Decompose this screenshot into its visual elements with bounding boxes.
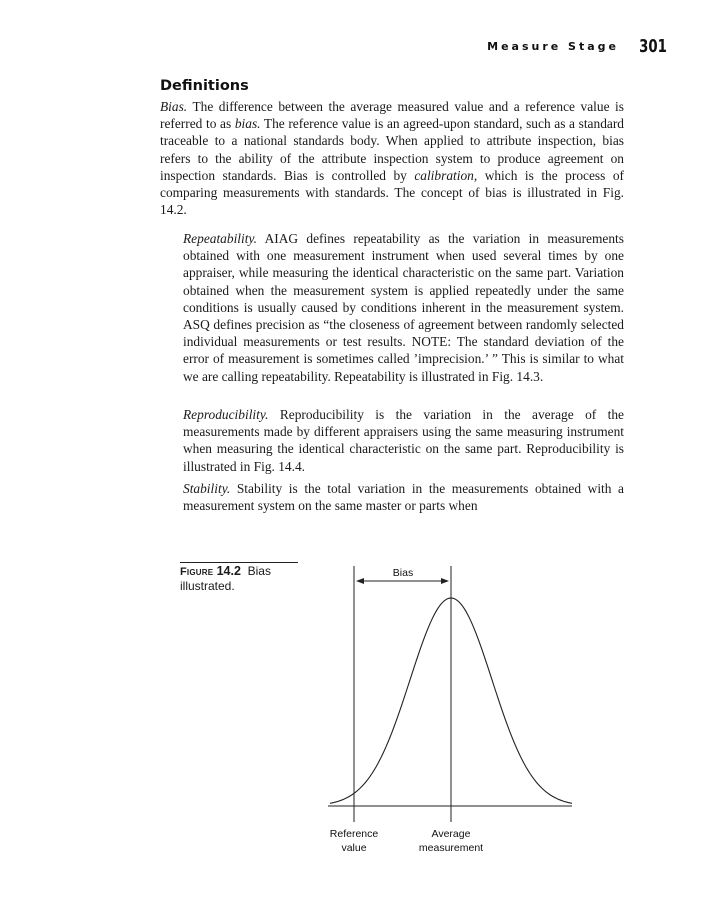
reproducibility-text: Reproducibility is the variation in the average of the measurements made by different appraisers using the same measuring instrument when measuring the identical characteristic on the same part. Reproducibility is illustrated in Fig. 14.4.	[183, 407, 624, 474]
page-number: 301	[639, 36, 667, 57]
section-heading: Definitions	[160, 78, 249, 94]
figure-label: Figure	[180, 566, 214, 578]
reference-label-line-2: value	[341, 842, 367, 854]
calibration-term: calibration,	[414, 167, 478, 183]
repeatability-term: Repeatability.	[183, 231, 258, 246]
bias-text-3: which is the process of comparing measurements with standards. The concept of bias is illustrated in Fig. 14.2.	[160, 167, 624, 218]
reference-label-line-1: Reference	[329, 828, 379, 840]
running-head-section: Measure Stage	[487, 40, 619, 53]
figure-number: 14.2	[216, 564, 241, 578]
stability-text: Stability is the total variation in the measurements obtained with a measurement system on the same master or parts when	[183, 481, 624, 514]
bias-label: Bias	[392, 567, 414, 579]
average-label-line-2: measurement	[418, 842, 484, 854]
stability-term: Stability.	[183, 481, 231, 496]
bias-text-2: The reference value is an agreed-upon standard, such as a standard traceable to a national standards body. When applied to attribute inspection, bias refers to the ability of the attribute inspection system to produce agreement on inspection standards. Bias is controlled by	[160, 116, 624, 183]
bias-arrow-right-head	[441, 578, 449, 584]
bias-term: Bias.	[160, 99, 188, 114]
reproducibility-term: Reproducibility.	[183, 407, 269, 422]
bias-text-1: The difference between the average measured value and a reference value is referred to as	[160, 99, 624, 132]
bias-arrow-left-head	[356, 578, 364, 584]
average-label-line-1: Average	[431, 828, 471, 840]
repeatability-text: AIAG defines repeatability as the variation in measurements obtained with one measurement instrument when used several times by one appraiser, while measuring the identical characteristic on the same part. Variation obtained when the measurement system is applied repeatedly under the same conditions is usually caused by conditions inherent in the measurement system. ASQ defines precision as “the closeness of agreement between randomly selected individual measurements or test results. NOTE: The standard deviation of the error of measurement is sometimes called ’imprecision.’ ” This is similar to what we are calling repeatability. Repeatability is illustrated in Fig. 14.3.	[183, 231, 624, 384]
figure-caption-text: Bias illustrated.	[180, 564, 271, 593]
bias-term-2: bias.	[234, 116, 261, 132]
